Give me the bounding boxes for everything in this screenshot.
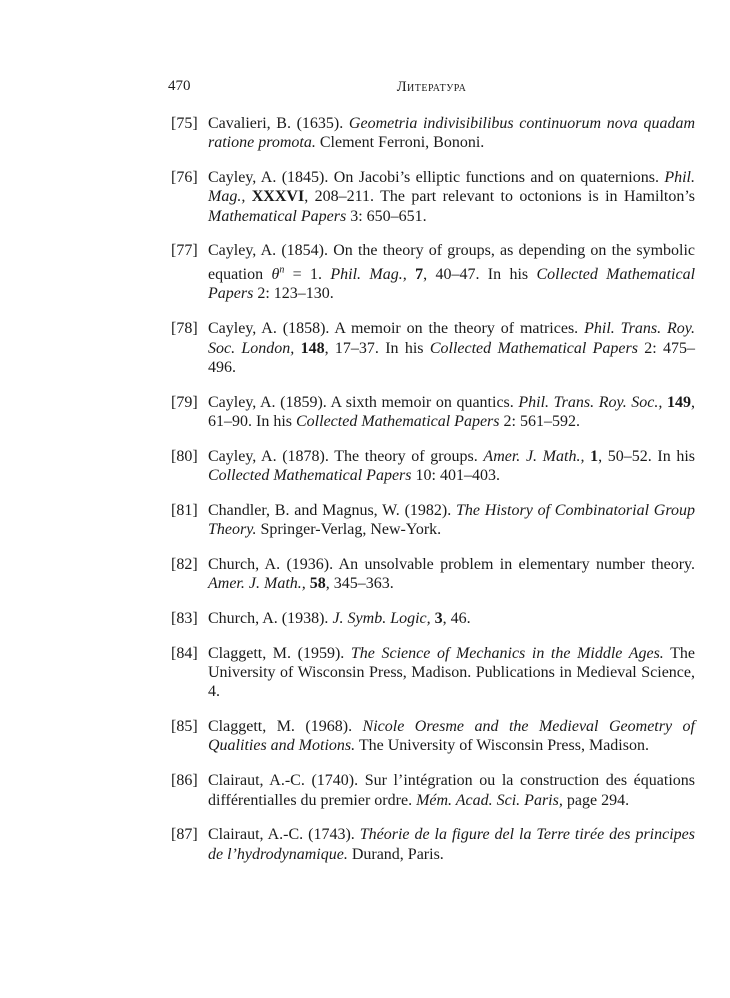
reference-label: [79] (171, 393, 198, 411)
reference-text-segment: , 61–90. In his (208, 393, 695, 430)
reference-text-segment: The Science of Mechanics in the Middle Ages. (350, 644, 664, 662)
reference-text-segment: 2: 561–592. (499, 412, 580, 430)
reference-item (171, 114, 695, 153)
reference-item (171, 717, 695, 756)
reference-text-segment: Amer. J. Math., (483, 447, 585, 465)
reference-text-segment: , 46. (442, 609, 471, 627)
reference-item (171, 555, 695, 594)
reference-text (208, 718, 695, 754)
running-title: Литература (396, 79, 467, 95)
reference-text-segment: Théorie de la figure del la Terre tirée des principes de l’hydrodynamique. (208, 826, 695, 863)
reference-text-segment: Claggett, M. (1968). (208, 718, 363, 736)
reference-text-segment: 1 (590, 447, 599, 465)
reference-text-segment: = 1. (284, 266, 331, 284)
reference-text-segment: Phil. Trans. Roy. Soc., (518, 393, 663, 411)
reference-text (208, 115, 695, 151)
reference-item (171, 825, 695, 864)
reference-text-segment: 2: 475–496. (208, 339, 696, 376)
reference-label: [78] (171, 320, 198, 338)
reference-text-segment: Cayley, A. (1858). A memoir on the theory of matrices. (208, 320, 585, 338)
reference-text-segment: Collected Mathematical Papers (296, 412, 500, 430)
reference-text-segment: 148 (300, 339, 325, 357)
reference-text-segment: Amer. J. Math., (208, 575, 306, 593)
reference-label: [77] (171, 242, 198, 260)
reference-text-segment: Clairaut, A.-C. (1740). Sur l’intégration ou la construction des équations différentialles du premier ordre. (208, 772, 695, 809)
reference-text-segment: Phil. Mag., (208, 169, 695, 206)
reference-text-segment: Springer-Verlag, New-York. (256, 521, 442, 539)
reference-text-segment: Cayley, A. (1845). On Jacobi’s elliptic functions and on quaternions. (208, 169, 665, 187)
reference-text (208, 169, 695, 225)
reference-item (171, 644, 695, 702)
reference-text (208, 610, 471, 627)
reference-text-segment: 10: 401–403. (411, 466, 500, 484)
reference-text-segment: XXXVI (251, 188, 305, 206)
reference-text-segment: Mém. Acad. Sci. Paris, (416, 791, 563, 809)
page-number: 470 (168, 78, 191, 94)
reference-text-segment: 149 (667, 393, 691, 411)
page-header (168, 78, 695, 102)
reference-text-segment: θ (271, 266, 280, 284)
reference-text-segment: , 17–37. In his (324, 339, 430, 357)
reference-text-segment: Collected Mathematical Papers (208, 466, 412, 484)
reference-text-segment: , 345–363. (325, 575, 394, 593)
reference-text (208, 772, 695, 808)
reference-label: [85] (171, 718, 198, 736)
reference-label: [84] (171, 644, 198, 662)
reference-text (208, 242, 695, 302)
reference-text-segment: Church, A. (1938). (208, 609, 333, 627)
reference-text (208, 645, 695, 701)
reference-text-segment: Clairaut, A.-C. (1743). (208, 826, 360, 844)
reference-text-segment: Collected Mathematical Papers (429, 339, 638, 357)
reference-text-segment: page 294. (562, 791, 630, 809)
reference-text-segment: , 40–47. In his (423, 266, 537, 284)
reference-label: [81] (171, 501, 198, 519)
reference-item (171, 501, 695, 540)
reference-item (171, 241, 695, 303)
reference-text-segment: 7 (415, 266, 424, 284)
reference-item (171, 447, 695, 486)
reference-text-segment: 3: 650–651. (346, 207, 427, 225)
reference-text-segment: J. Symb. Logic, (332, 609, 431, 627)
reference-text-segment: Claggett, M. (1959). (208, 644, 351, 662)
reference-text (208, 320, 695, 376)
reference-text-segment: Phil. Trans. Roy. Soc. London, (208, 320, 696, 357)
reference-text-segment: Cayley, A. (1859). A sixth memoir on quantics. (208, 393, 519, 411)
reference-label: [83] (171, 609, 198, 627)
reference-text (208, 502, 695, 538)
reference-label: [76] (171, 169, 198, 187)
reference-text-segment: Collected Mathematical Papers (208, 266, 696, 303)
reference-label: [82] (171, 555, 198, 573)
reference-label: [80] (171, 447, 198, 465)
reference-item (171, 393, 695, 432)
reference-item (171, 319, 695, 377)
reference-text-segment: Chandler, B. and Magnus, W. (1982). (208, 501, 457, 519)
reference-text-segment: Phil. Mag., (330, 266, 407, 284)
reference-text (208, 826, 695, 862)
reference-text-segment: 3 (434, 609, 443, 627)
reference-text-segment: Cayley, A. (1878). The theory of groups. (208, 447, 484, 465)
reference-text-segment: Durand, Paris. (347, 845, 444, 863)
reference-label: [75] (171, 115, 198, 132)
reference-item (171, 609, 695, 628)
reference-text-segment: Cavalieri, B. (1635). (208, 115, 349, 132)
reference-text-segment: Nicole Oresme and the Medieval Geometry of Qualities and Motions. (208, 718, 695, 755)
reference-text-segment: , 50–52. In his (598, 447, 696, 465)
reference-text-segment: 2: 123–130. (253, 285, 334, 303)
reference-text-segment: Cayley, A. (1854). On the theory of groups, as depending on the symbolic equation (208, 242, 695, 284)
reference-text-segment: Church, A. (1936). An unsolvable problem in elementary number theory. (208, 555, 695, 573)
reference-text-segment: Mathematical Papers (208, 207, 347, 225)
reference-text-segment: , 208–211. The part relevant to octonions is in Hamilton’s (304, 188, 696, 206)
reference-text-segment: Geometria indivisibilibus continuorum nova quadam ratione promota. (208, 115, 696, 152)
reference-item (171, 771, 695, 810)
reference-label: [87] (171, 826, 198, 844)
reference-text-segment: The History of Combinatorial Group Theory. (208, 501, 695, 539)
reference-text-segment: The University of Wisconsin Press, Madison. Publications in Medieval Science, 4. (208, 644, 695, 701)
reference-text (208, 394, 695, 430)
reference-text-segment (407, 266, 415, 283)
reference-list (171, 114, 695, 879)
reference-label: [86] (171, 772, 198, 790)
reference-text (208, 556, 695, 592)
reference-text (208, 448, 695, 484)
reference-text-segment: n (279, 264, 285, 276)
reference-item (171, 168, 695, 226)
reference-text-segment: Clement Ferroni, Bononi. (315, 134, 485, 152)
reference-text-segment: 58 (309, 575, 326, 593)
reference-text-segment: The University of Wisconsin Press, Madison. (355, 737, 649, 755)
